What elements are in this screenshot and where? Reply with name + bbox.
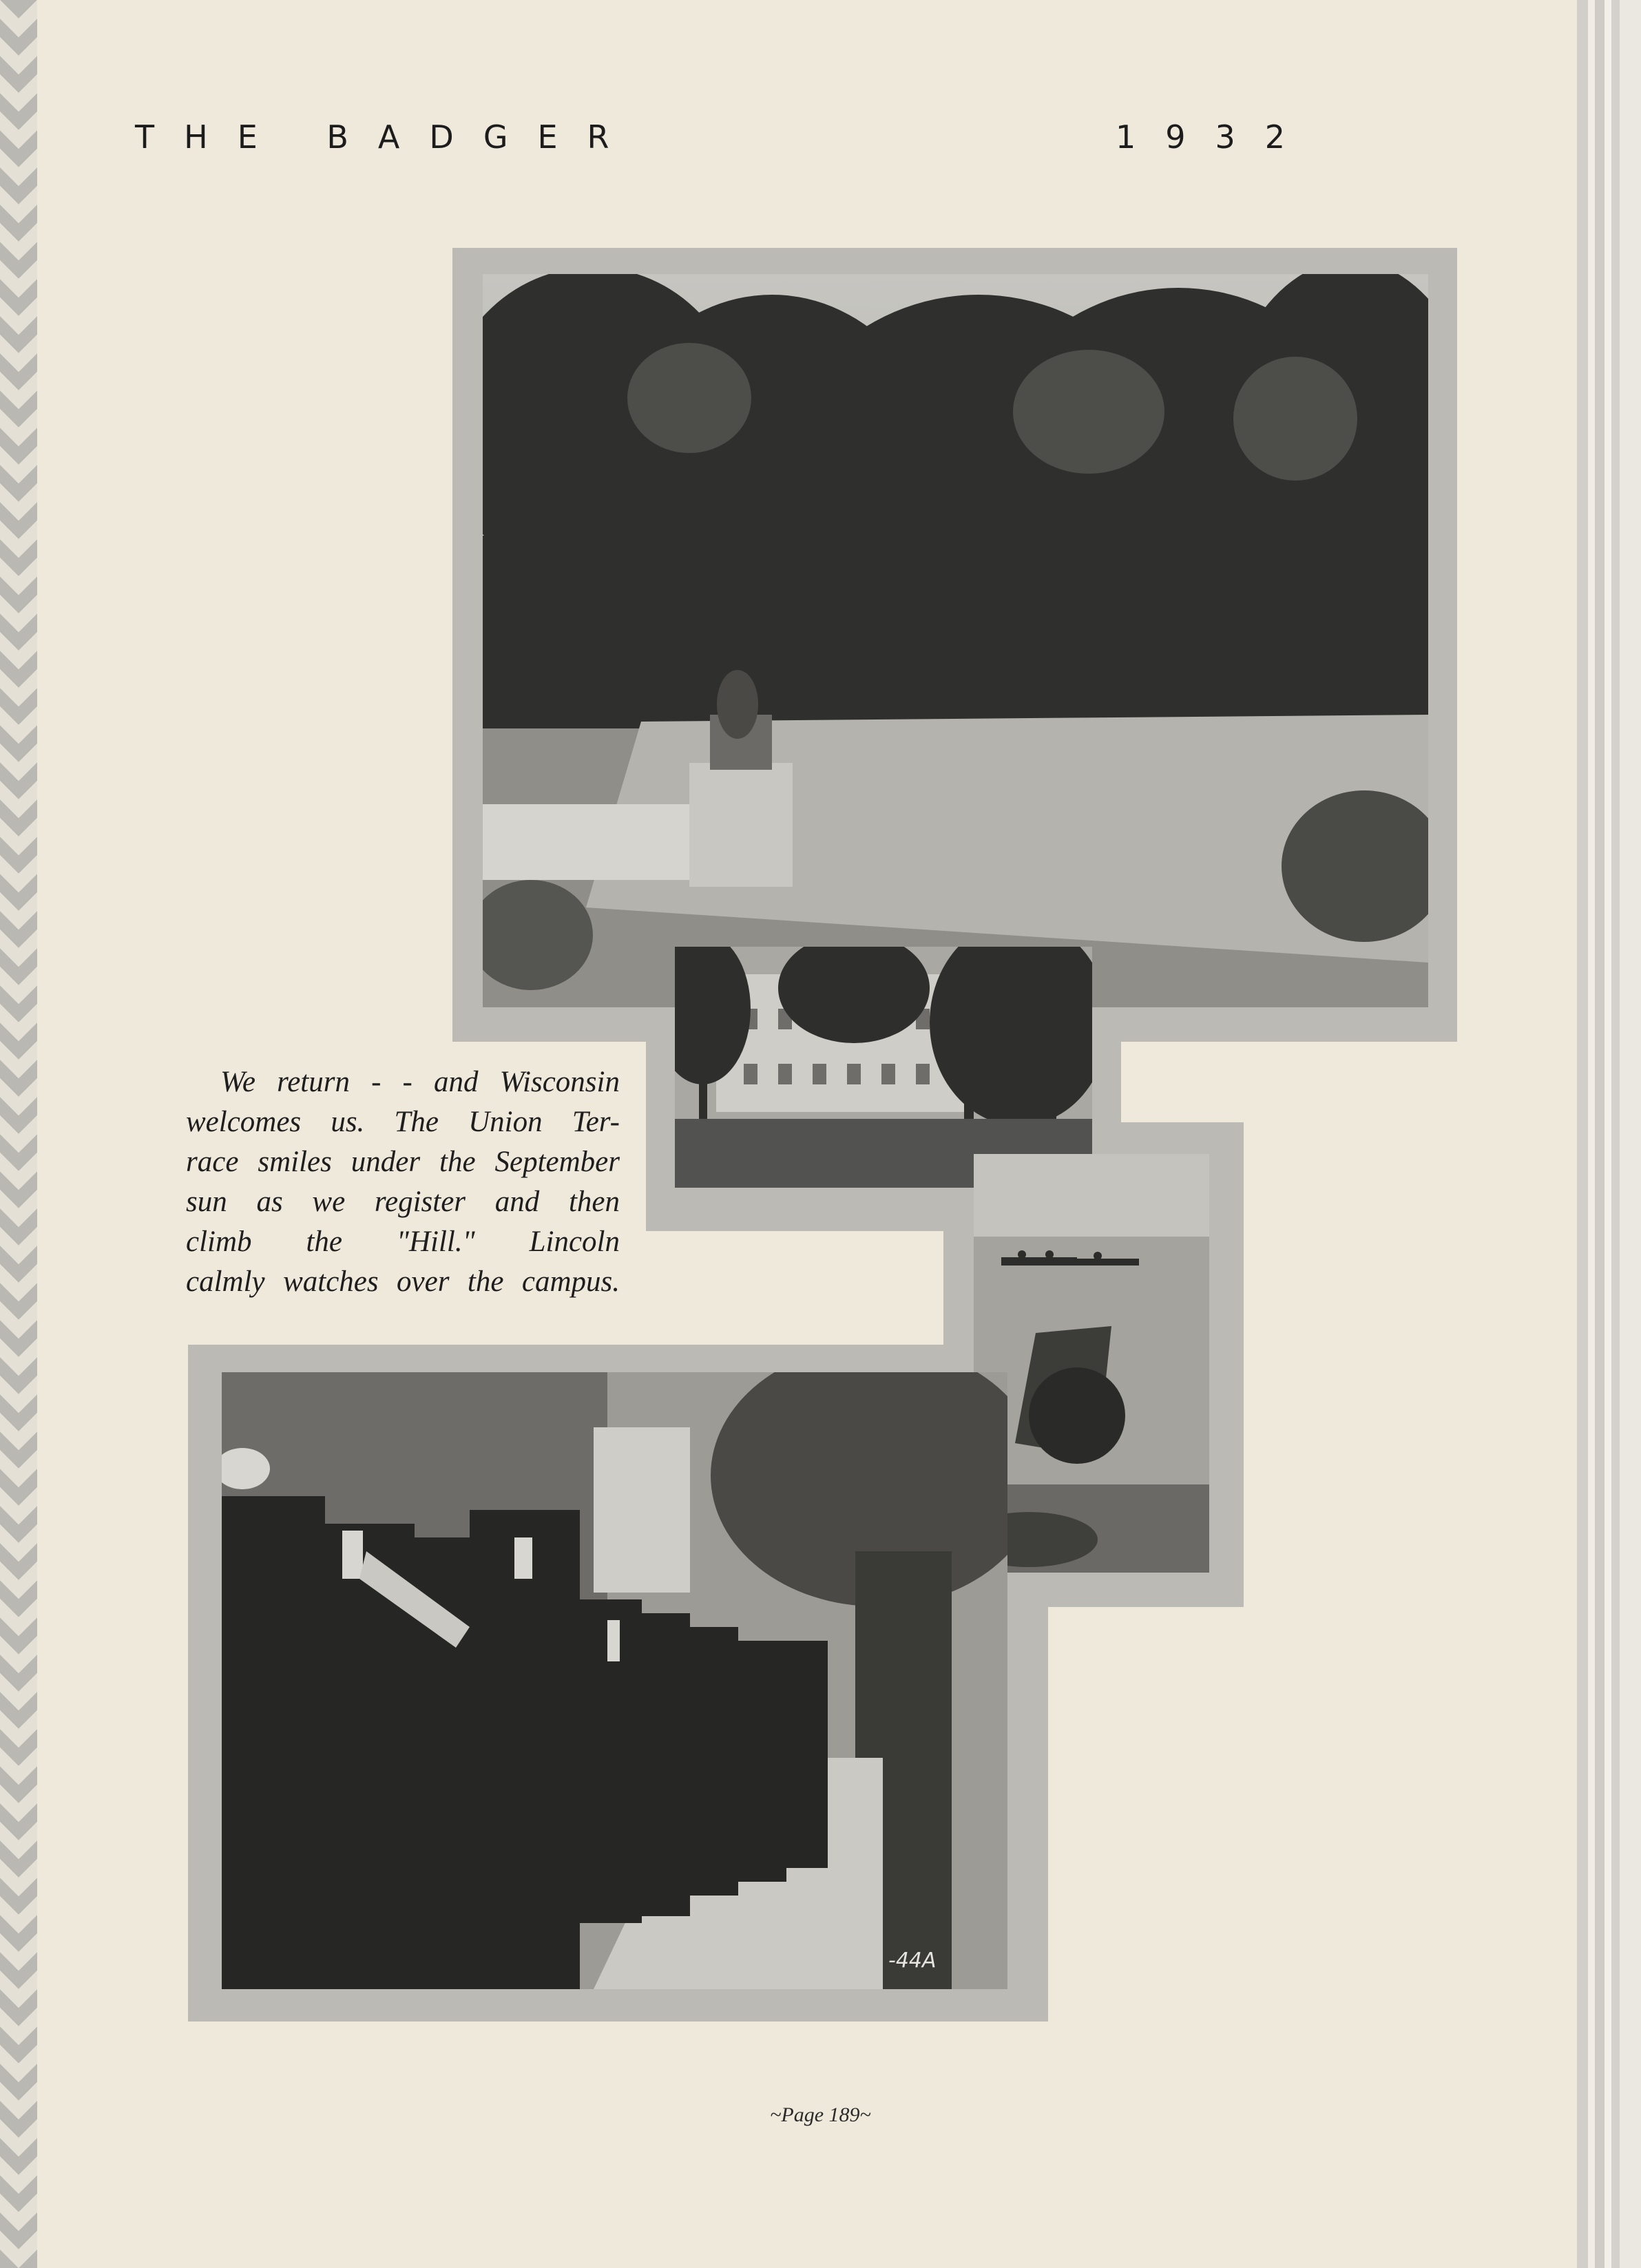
yearbook-title: THE BADGER xyxy=(135,118,639,156)
campus-building-photo xyxy=(675,947,1092,1188)
right-edge-stripe xyxy=(1605,0,1611,2268)
caption-line: welcomes us. The Union Ter- xyxy=(186,1106,620,1138)
mat-notch xyxy=(646,1231,943,1345)
left-ornamental-border xyxy=(0,0,37,2268)
page-number: ~Page 189~ xyxy=(770,2103,871,2126)
right-edge-stripe xyxy=(1577,0,1588,2268)
caption-line: race smiles under the September xyxy=(186,1146,620,1178)
caption-line: We return - - and Wisconsin xyxy=(220,1066,620,1098)
right-edge-stripe xyxy=(1588,0,1595,2268)
negative-number-mark: -44A xyxy=(888,1949,937,1973)
caption-line: climb the "Hill." Lincoln xyxy=(186,1226,620,1258)
yearbook-year: 1932 xyxy=(1116,118,1315,156)
right-edge-stripe xyxy=(1611,0,1620,2268)
registration-line-photo xyxy=(222,1372,1007,1989)
running-header xyxy=(135,118,1315,160)
lincoln-statue-photo xyxy=(483,274,1428,1007)
caption-line: sun as we register and then xyxy=(186,1186,620,1218)
caption-block xyxy=(186,1062,620,1302)
canoes-on-lake-photo xyxy=(974,1154,1209,1573)
caption-line: calmly watches over the campus. xyxy=(186,1266,620,1298)
right-edge-stripe xyxy=(1595,0,1605,2268)
right-edge-stripe xyxy=(1620,0,1641,2268)
